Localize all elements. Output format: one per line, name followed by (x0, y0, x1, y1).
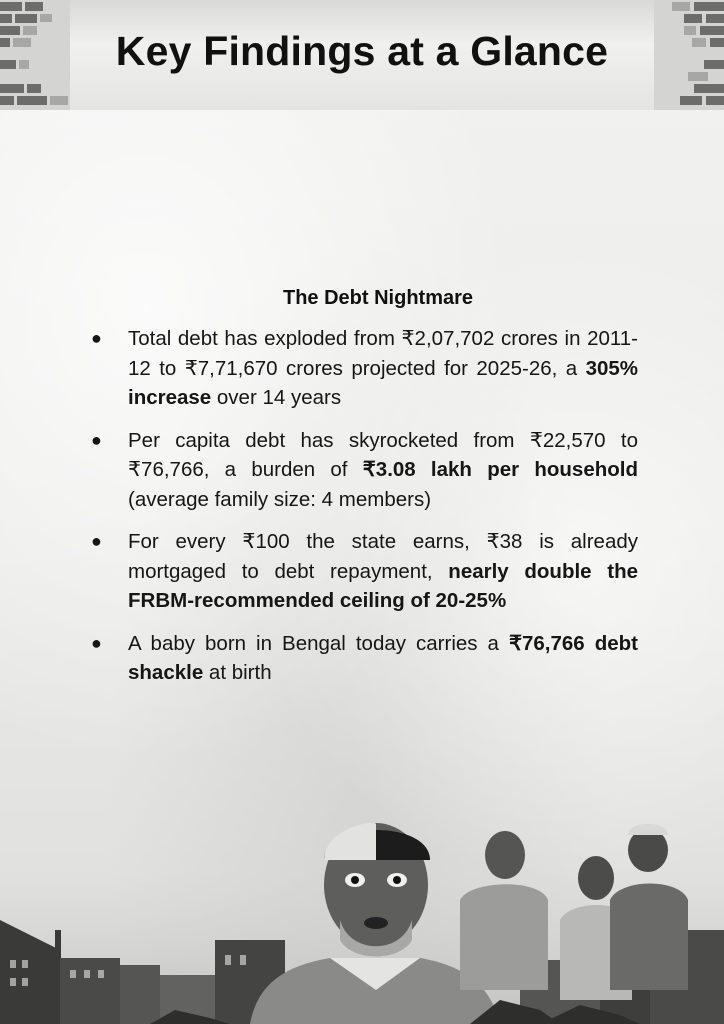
finding-text: Total debt has exploded from ₹2,07,702 crores in 2011-12 to ₹7,71,670 crores projected for 2025-26, a (128, 327, 638, 380)
finding-item (88, 324, 638, 413)
finding-text: Per capita debt has skyrocketed from ₹22,570 to ₹76,766, a burden of (128, 428, 638, 481)
finding-text: For every ₹100 the state earns, ₹38 is already mortgaged to debt repayment, (128, 530, 638, 583)
people-and-factory-illustration (0, 790, 724, 1024)
finding-text: at birth (203, 661, 272, 684)
header-banner (0, 0, 724, 110)
finding-item (88, 527, 638, 616)
worker-figures-group (460, 824, 688, 1000)
debt-nightmare-section (88, 287, 638, 701)
page-title: Key Findings at a Glance (115, 28, 609, 74)
finding-item (88, 629, 638, 688)
finding-emphasis: nearly double the FRBM-recommended ceiling of 20-25% (128, 559, 638, 612)
finding-emphasis: 305% increase (128, 356, 638, 409)
bullet-icon: ● (91, 632, 102, 653)
bullet-icon: ● (91, 531, 102, 551)
finding-emphasis: ₹3.08 lakh per household (362, 458, 638, 481)
finding-text: over 14 years (211, 386, 342, 409)
findings-list (88, 324, 638, 688)
bullet-icon: ● (91, 429, 102, 450)
finding-emphasis: ₹76,766 debt shackle (128, 631, 638, 684)
bullet-icon: ● (91, 328, 102, 348)
section-heading: The Debt Nightmare (282, 287, 474, 309)
finding-text: A baby born in Bengal today carries a (128, 631, 509, 655)
finding-item (88, 426, 638, 515)
finding-text: (average family size: 4 members) (128, 487, 432, 511)
